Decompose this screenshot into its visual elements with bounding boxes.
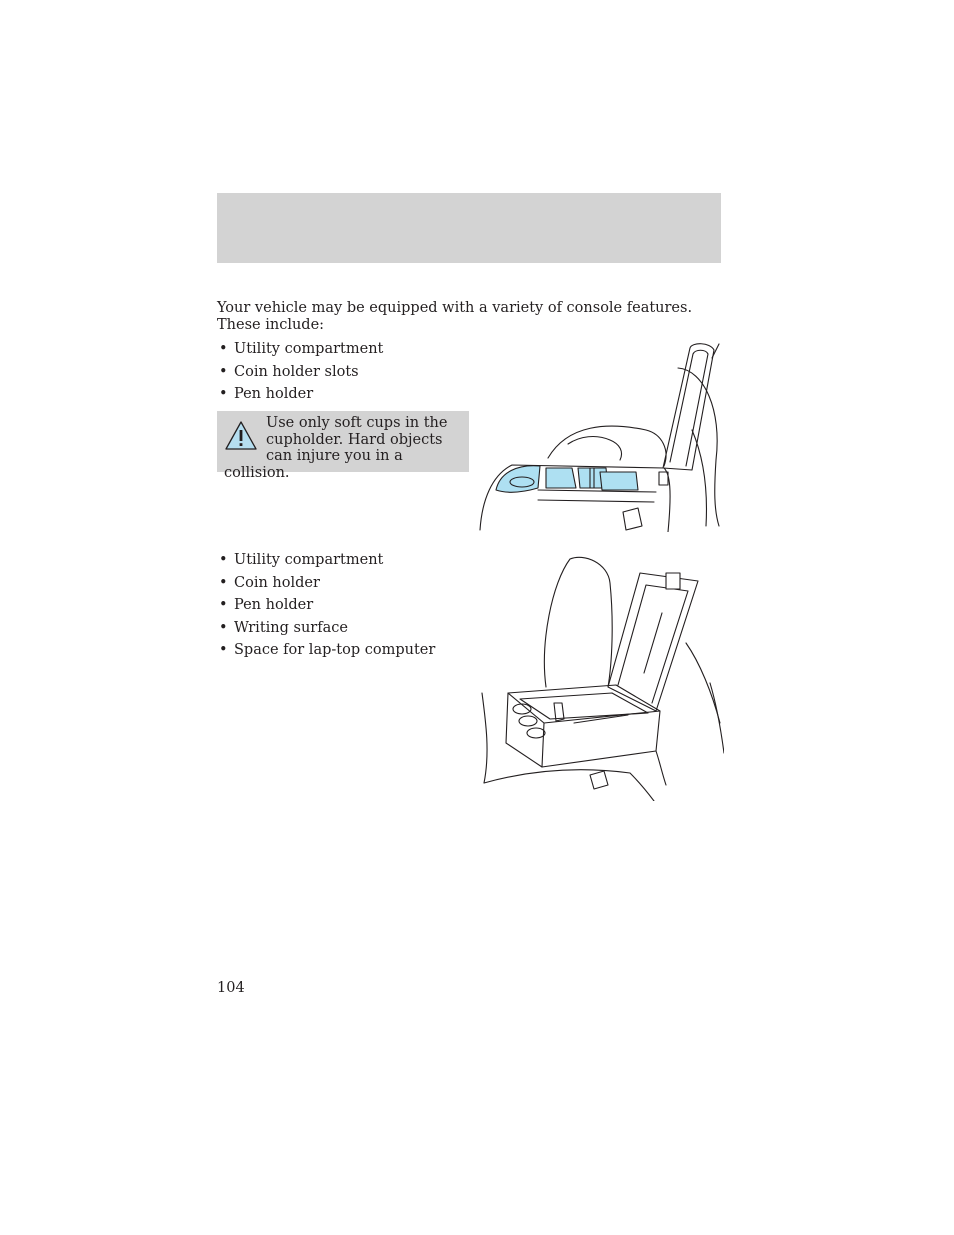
list-item: • Coin holder slots (217, 361, 383, 384)
list-item: • Utility compartment (217, 549, 435, 572)
header-band (217, 193, 721, 263)
list-item: • Writing surface (217, 617, 435, 640)
list-item: • Pen holder (217, 383, 383, 406)
list-item: • Space for lap-top computer (217, 639, 435, 662)
console-illustration-premium (480, 553, 724, 801)
list-item: • Utility compartment (217, 338, 383, 361)
list-item: • Coin holder (217, 572, 435, 595)
page-number: 104 (217, 980, 245, 996)
warning-text: Use only soft cups in the cupholder. Hard objects can injure you in a collision. (224, 415, 448, 481)
console-illustration-standard (478, 340, 722, 532)
warning-triangle-icon (224, 419, 258, 453)
warning-box (217, 411, 469, 481)
intro-paragraph: Your vehicle may be equipped with a variety of console features. These include: (217, 300, 693, 333)
feature-list-standard (217, 338, 383, 406)
list-item: • Pen holder (217, 594, 435, 617)
feature-list-premium (217, 549, 435, 662)
